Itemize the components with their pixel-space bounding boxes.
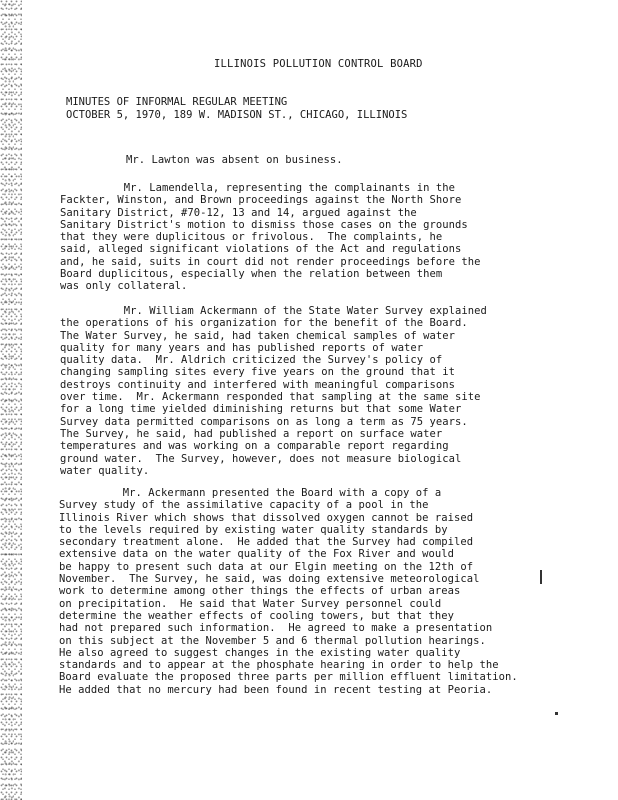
text-line: Board duplicitous, especially when the relation between them [60,268,443,281]
scan-artifact-dot [555,712,558,715]
text-line: that they were duplicitous or frivolous. The complaints, he [60,231,443,244]
text-line: to the levels required by existing water quality standards by [59,523,448,536]
text-line: secondary treatment alone. He added that the Survey had compiled [59,536,474,549]
text-line: Mr. William Ackermann of the State Water Survey explained [60,305,487,317]
text-line: Mr. Ackermann presented the Board with a copy of a [59,487,442,499]
text-line: water quality. [60,464,150,477]
text-line: Survey study of the assimilative capacity of a pool in the [59,499,429,512]
paragraph-ackermann-operations [60,305,487,477]
paragraph-ackermann-study [59,487,518,696]
scan-margin-noise-secondary [4,0,14,800]
text-line: Mr. Lawton was absent on business. [126,154,343,166]
text-line: on precipitation. He said that Water Survey personnel could [59,597,442,610]
scan-artifact-mark [540,570,542,584]
text-line: Mr. Lamendella, representing the complainants in the [60,182,456,194]
text-line: temperatures and was working on a comparable report regarding [60,440,449,453]
text-line: destroys continuity and interfered with meaningful comparisons [60,378,456,391]
text-line: for a long time yielded diminishing returns but that some Water [60,403,462,416]
meeting-title-block [66,96,407,122]
text-line: on this subject at the November 5 and 6 thermal pollution hearings. [59,634,486,647]
text-line: standards and to appear at the phosphate hearing in order to help the [59,659,499,672]
text-line: Sanitary District's motion to dismiss those cases on the grounds [60,218,468,231]
text-line: be happy to present such data at our Elgin meeting on the 12th of [59,560,474,573]
text-line: changing sampling sites every five years on the ground that it [60,366,456,379]
text-line: November. The Survey, he said, was doing extensive meteorological [59,573,480,586]
text-line: work to determine among other things the effects of urban areas [59,585,461,598]
text-line: determine the weather effects of cooling towers, but that they [59,609,455,622]
text-line: Board evaluate the proposed three parts per million effluent limitation. [59,671,518,684]
paragraph-lamendella-motion [60,182,481,293]
text-line: and, he said, suits in court did not render proceedings before the [60,255,481,268]
text-line: Fackter, Winston, and Brown proceedings against the North Shore [60,194,462,207]
meeting-date-location: OCTOBER 5, 1970, 189 W. MADISON ST., CHICAGO, ILLINOIS [66,109,408,121]
text-line: He also agreed to suggest changes in the existing water quality [59,646,461,659]
text-line: the operations of his organization for the benefit of the Board. [60,317,468,330]
board-heading: ILLINOIS POLLUTION CONTROL BOARD [214,58,423,70]
text-line: over time. Mr. Ackermann responded that sampling at the same site [60,391,481,404]
text-line: Sanitary District, #70-12, 13 and 14, argued against the [60,206,417,219]
text-line: had not prepared such information. He agreed to make a presentation [59,622,493,635]
text-line: Survey data permitted comparisons on as long a term as 75 years. [60,415,468,428]
text-line: quality for many years and has published reports of water [60,341,424,354]
text-line: was only collateral. [60,280,188,293]
paragraph-attendance [126,154,343,166]
text-line: He added that no mercury had been found in recent testing at Peoria. [59,683,493,696]
text-line: ground water. The Survey, however, does not measure biological [60,452,462,465]
text-line: quality data. Mr. Aldrich criticized the Survey's policy of [60,354,443,367]
text-line: The Survey, he said, had published a report on surface water [60,427,443,440]
text-line: Illinois River which shows that dissolved oxygen cannot be raised [59,511,474,524]
text-line: extensive data on the water quality of the Fox River and would [59,548,455,561]
text-line: said, alleged significant violations of the Act and regulations [60,243,462,256]
meeting-title: MINUTES OF INFORMAL REGULAR MEETING [66,96,288,108]
text-line: The Water Survey, he said, had taken chemical samples of water [60,329,456,342]
